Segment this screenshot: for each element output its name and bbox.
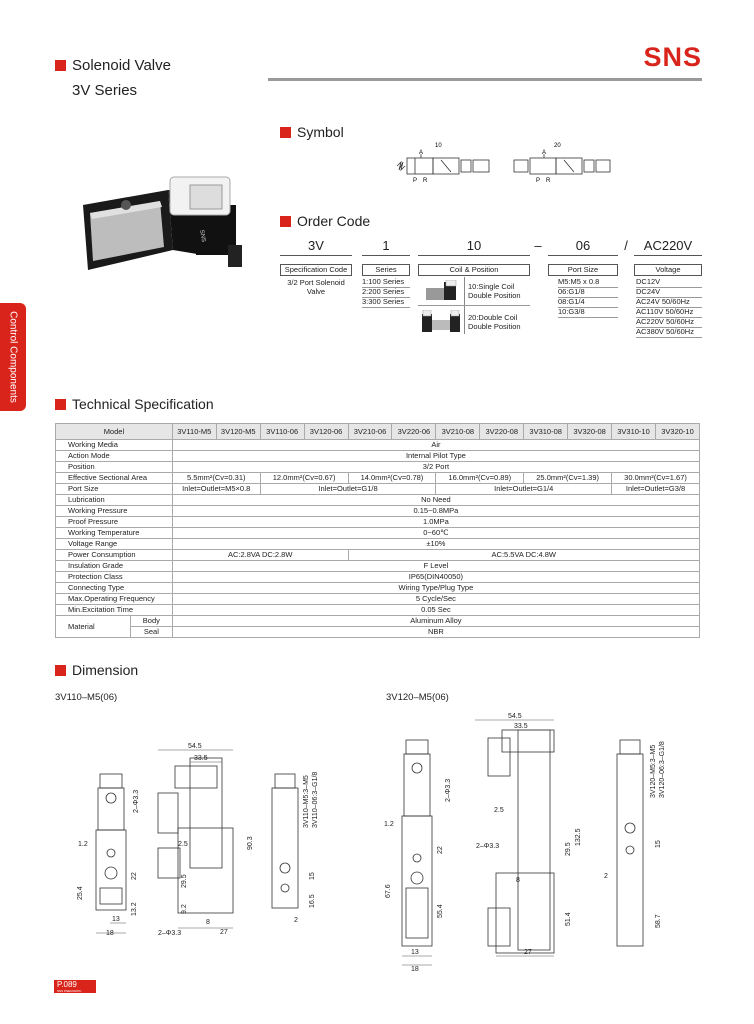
dim-label: 33.5 xyxy=(514,723,528,730)
port-size-item: 10:G3/8 xyxy=(558,307,618,318)
voltage-header: Voltage xyxy=(634,264,702,276)
model-cell: 3V220-06 xyxy=(392,424,436,440)
dim-label: 29.5 xyxy=(181,874,188,888)
double-coil-image xyxy=(420,310,462,332)
dim-label: 54.5 xyxy=(508,713,522,720)
table-row: Insulation Grade F Level xyxy=(56,561,700,572)
brand-logo: SNS xyxy=(643,42,702,72)
table-row: Protection Class IP65(DIN40050) xyxy=(56,572,700,583)
model-cell: 3V310-08 xyxy=(524,424,568,440)
coil-single-2: Double Position xyxy=(468,291,521,300)
table-row: Port Size Inlet=Outlet=M5×0.8 Inlet=Outlet=G1/8 Inlet=Outlet=G1/4 Inlet=Outlet=G3/8 xyxy=(56,484,700,495)
side-tab-label: Control Components xyxy=(7,311,19,403)
table-row: Max.Operating Frequency 5 Cycle/Sec xyxy=(56,594,700,605)
dim-label: 55.4 xyxy=(437,904,444,918)
dim-label: 2–Φ3.3 xyxy=(476,843,500,850)
dim-label: 2.5 xyxy=(494,807,504,814)
side-tab[interactable] xyxy=(0,303,26,411)
coil-header: Coil & Position xyxy=(418,264,530,276)
dim-label: 54.5 xyxy=(188,743,202,750)
order-code-slash: / xyxy=(624,238,628,253)
dim-label: 1.2 xyxy=(78,841,88,848)
dim-label: 51.4 xyxy=(565,912,572,926)
tech-spec-heading: Technical Specification xyxy=(72,396,214,412)
order-code-voltage: AC220V xyxy=(643,238,693,253)
dimension-left-label: 3V110–M5(06) xyxy=(55,692,118,703)
svg-text:SNS: SNS xyxy=(198,229,207,243)
table-row: Material Body Aluminum Alloy xyxy=(56,616,700,627)
order-code-series: 1 xyxy=(382,238,390,253)
order-code-heading: Order Code xyxy=(297,213,371,229)
table-row: Lubrication No Need xyxy=(56,495,700,506)
single-coil-image xyxy=(424,280,460,302)
symbol-20-diagram xyxy=(512,140,612,188)
dim-label: 27 xyxy=(220,929,228,936)
port-size-item: M5:M5 x 0.8 xyxy=(558,277,618,288)
table-row: Proof Pressure 1.0MPa xyxy=(56,517,700,528)
coil-single-1: 10:Single Coil xyxy=(468,282,515,291)
dim-label: 2 xyxy=(294,917,298,924)
dim-label: 3V120–06:3–G1/8 xyxy=(659,741,666,798)
order-code-port: 06 xyxy=(575,238,591,253)
dim-label: 13 xyxy=(112,916,120,923)
page-number-badge xyxy=(54,980,96,993)
coil-double-2: Double Position xyxy=(468,322,521,331)
table-row: Power Consumption AC:2.8VA DC:2.8W AC:5.5VA DC:4.8W xyxy=(56,550,700,561)
model-cell: 3V310-10 xyxy=(612,424,656,440)
dim-label: 25.4 xyxy=(77,886,84,900)
table-row: Working Pressure 0.15~0.8MPa xyxy=(56,506,700,517)
dim-label: 132.5 xyxy=(575,828,582,846)
order-code-dash: – xyxy=(534,238,542,253)
header-rule xyxy=(268,78,702,81)
dim-label: 15 xyxy=(309,872,316,880)
dim-label: 22 xyxy=(437,846,444,854)
dimension-drawing-left xyxy=(70,738,330,943)
product-image xyxy=(78,175,253,285)
page-title: Solenoid Valve xyxy=(72,57,171,74)
dim-label: 9.2 xyxy=(181,904,188,914)
page-number-small: SNS PNEUMATIC xyxy=(57,989,82,993)
symbol-heading: Symbol xyxy=(297,124,344,140)
series-header: Series xyxy=(362,264,410,276)
dim-label: 13.2 xyxy=(131,902,138,916)
dim-label: 2–Φ3.3 xyxy=(133,789,140,813)
dim-label: 22 xyxy=(131,872,138,880)
table-row: Seal NBR xyxy=(56,627,700,638)
model-cell: 3V210-08 xyxy=(436,424,480,440)
voltage-item: AC220V 50/60Hz xyxy=(636,317,702,328)
dim-label: 90.3 xyxy=(247,836,254,850)
dim-label: 33.5 xyxy=(194,755,208,762)
spec-code-header: Specification Code xyxy=(280,264,352,276)
dim-label: 18 xyxy=(106,930,114,937)
dim-label: 29.5 xyxy=(565,842,572,856)
table-row: Connecting Type Wiring Type/Plug Type xyxy=(56,583,700,594)
voltage-item: AC380V 50/60Hz xyxy=(636,327,702,338)
model-cell: 3V320-08 xyxy=(568,424,612,440)
svg-text:R: R xyxy=(423,178,428,184)
header-marker xyxy=(55,60,66,71)
svg-text:A: A xyxy=(542,150,547,156)
table-row: Min.Excitation Time 0.05 Sec xyxy=(56,605,700,616)
dim-label: 15 xyxy=(655,840,662,848)
order-code-series-prefix: 3V xyxy=(308,238,324,253)
svg-text:P: P xyxy=(536,178,541,184)
voltage-item: DC24V xyxy=(636,287,702,298)
order-code-marker xyxy=(280,216,291,227)
dim-label: 2 xyxy=(604,873,608,880)
dim-label: 67.6 xyxy=(385,884,392,898)
dimension-right-label: 3V120–M5(06) xyxy=(386,692,449,703)
symbol-10-diagram xyxy=(395,140,495,188)
page-number: P.089 xyxy=(57,980,77,989)
model-cell: 3V320-10 xyxy=(655,424,699,440)
table-row: Position 3/2 Port xyxy=(56,462,700,473)
dim-label: 2–Φ3.3 xyxy=(158,930,182,937)
dimension-heading: Dimension xyxy=(72,662,139,678)
table-row: Action Mode Internal Pilot Type xyxy=(56,451,700,462)
voltage-item: AC110V 50/60Hz xyxy=(636,307,702,318)
spec-table xyxy=(55,423,700,638)
svg-text:R: R xyxy=(546,178,551,184)
svg-text:10: 10 xyxy=(435,143,442,149)
series-item: 2:200 Series xyxy=(362,287,410,298)
table-row: Working Temperature 0~60℃ xyxy=(56,528,700,539)
series-item: 1:100 Series xyxy=(362,277,410,288)
spec-code-desc-1: 3/2 Port Solenoid xyxy=(287,278,345,287)
voltage-item: AC24V 50/60Hz xyxy=(636,297,702,308)
model-cell: 3V220-08 xyxy=(480,424,524,440)
port-size-item: 08:G1/4 xyxy=(558,297,618,308)
svg-text:P: P xyxy=(413,178,418,184)
dimension-drawing-right xyxy=(380,708,705,973)
model-cell: 3V120-M5 xyxy=(216,424,260,440)
dim-label: 13 xyxy=(411,949,419,956)
dim-label: 8 xyxy=(206,919,210,926)
port-size-item: 06:G1/8 xyxy=(558,287,618,298)
dim-label: 16.5 xyxy=(309,894,316,908)
table-row: Effective Sectional Area 5.5mm²(Cv=0.31) 12.0mm²(Cv=0.67) 14.0mm²(Cv=0.78) 16.0mm²(Cv=0.89) 25.0mm²(Cv=1.39) 30.0mm²(Cv=1.67) xyxy=(56,473,700,484)
table-header-row xyxy=(56,424,700,440)
model-cell: 3V110-06 xyxy=(260,424,304,440)
dim-label: 2.5 xyxy=(178,841,188,848)
dim-label: 1.2 xyxy=(384,821,394,828)
dimension-marker xyxy=(55,665,66,676)
dim-label: 27 xyxy=(524,949,532,956)
model-cell: 3V120-06 xyxy=(304,424,348,440)
dim-label: 8 xyxy=(516,877,520,884)
series-item: 3:300 Series xyxy=(362,297,410,308)
svg-text:A: A xyxy=(419,150,424,156)
page-subtitle: 3V Series xyxy=(72,82,138,99)
voltage-item: DC12V xyxy=(636,277,702,288)
dim-label: 18 xyxy=(411,966,419,973)
dim-label: 3V110–06:3–G1/8 xyxy=(312,771,319,828)
order-code-coil: 10 xyxy=(466,238,482,253)
dim-label: 58.7 xyxy=(655,914,662,928)
spec-code-desc-2: Valve xyxy=(306,287,326,296)
model-cell: 3V210-06 xyxy=(348,424,392,440)
model-header: Model xyxy=(56,424,173,440)
dim-label: 3V110–M5:3–M5 xyxy=(303,775,310,828)
port-size-header: Port Size xyxy=(548,264,618,276)
table-row: Working Media Air xyxy=(56,440,700,451)
model-cell: 3V110-M5 xyxy=(172,424,216,440)
svg-text:20: 20 xyxy=(554,143,561,149)
dim-label: 3V120–M5:3–M5 xyxy=(650,744,657,798)
dim-label: 2–Φ3.3 xyxy=(445,778,452,802)
coil-double-1: 20:Double Coil xyxy=(468,313,518,322)
table-row: Voltage Range ±10% xyxy=(56,539,700,550)
tech-spec-marker xyxy=(55,399,66,410)
symbol-marker xyxy=(280,127,291,138)
